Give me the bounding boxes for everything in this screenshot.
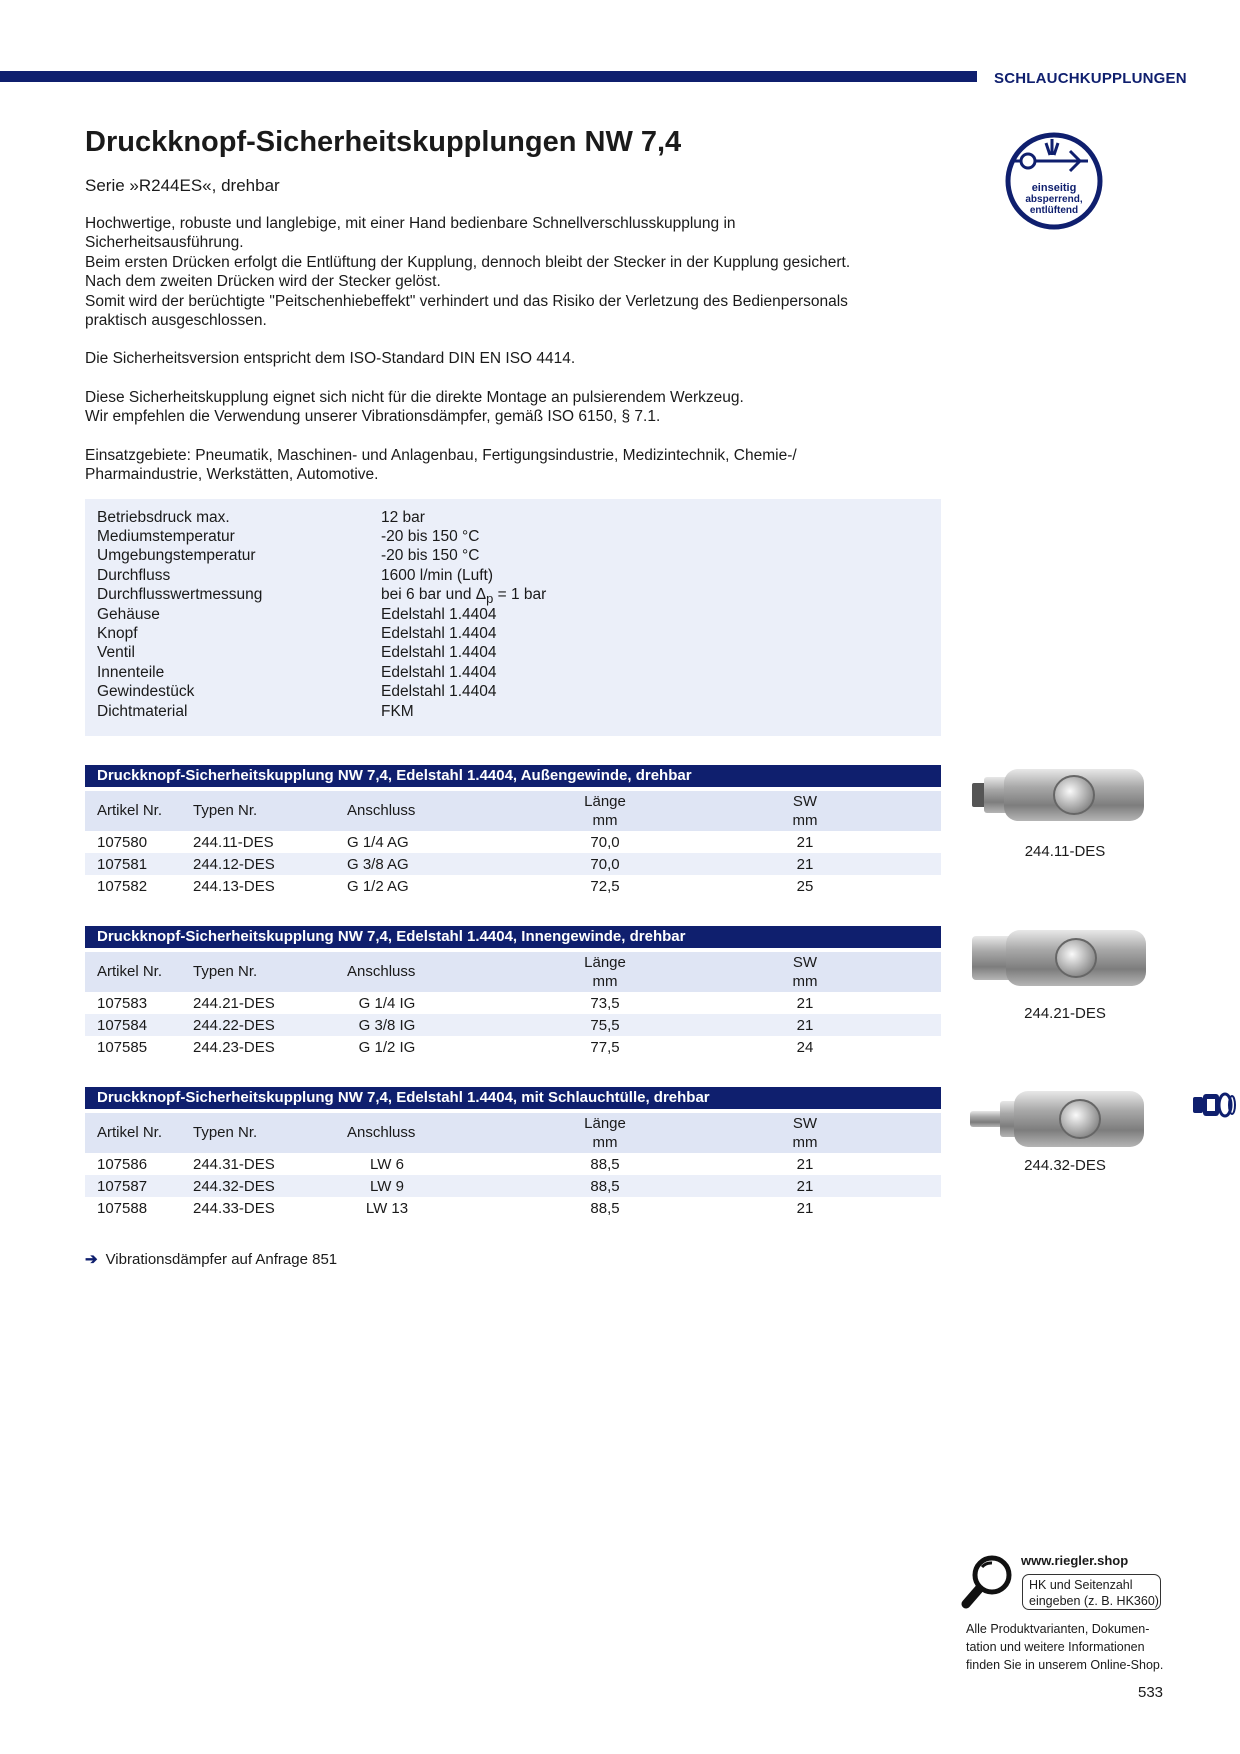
cell: 244.23-DES [193, 1039, 275, 1056]
table-title: Druckknopf-Sicherheitskupplung NW 7,4, Edelstahl 1.4404, Innengewinde, drehbar [85, 926, 941, 948]
spec-value-post: = 1 bar [493, 586, 547, 603]
spec-value: 12 bar [381, 509, 425, 526]
cell: 21 [796, 995, 814, 1012]
col-artikel: Artikel Nr. [97, 802, 163, 819]
spec-value-pre: bei 6 bar und Δ [381, 586, 487, 603]
spec-value: Edelstahl 1.4404 [381, 683, 497, 700]
coupling-male-thread-image [970, 755, 1150, 835]
product-caption: 244.11-DES [1024, 843, 1106, 860]
col-typen: Typen Nr. [193, 963, 258, 980]
section-label: SCHLAUCHKUPPLUNGEN [994, 70, 1187, 87]
cell: 107580 [97, 834, 148, 851]
badge-line-1: einseitig [1031, 182, 1077, 194]
cell: 244.13-DES [193, 878, 275, 895]
table-row [85, 875, 941, 897]
col-anschluss: Anschluss [347, 802, 416, 819]
spec-key: Gewindestück [97, 683, 195, 700]
cell: 70,0 [590, 856, 620, 873]
spec-value: -20 bis 150 °C [381, 547, 480, 564]
col-anschluss: Anschluss [347, 963, 416, 980]
product-table [85, 926, 941, 1058]
cell: 107584 [97, 1017, 148, 1034]
table-title: Druckknopf-Sicherheitskupplung NW 7,4, Edelstahl 1.4404, mit Schlauchtülle, drehbar [85, 1087, 941, 1109]
cell: 70,0 [590, 834, 620, 851]
header-bar [0, 71, 977, 82]
shop-text-line: Alle Produktvarianten, Dokumen- [966, 1622, 1150, 1636]
cell: 21 [796, 856, 814, 873]
table-row [85, 1014, 941, 1036]
table-row [85, 1036, 941, 1058]
cell: 107585 [97, 1039, 148, 1056]
product-caption: 244.32-DES [1024, 1157, 1106, 1174]
badge-line-3: entlüftend [1029, 205, 1079, 216]
cell: 21 [796, 1200, 814, 1217]
badge-line-2: absperrend, [1025, 194, 1083, 205]
col-laenge: Länge [584, 1115, 626, 1132]
cell: LW 9 [370, 1178, 404, 1195]
cell: 72,5 [590, 878, 620, 895]
coupling-female-thread-image [970, 918, 1150, 998]
cell: 21 [796, 1156, 814, 1173]
spec-value-sub: p [486, 591, 494, 607]
cell: LW 6 [370, 1156, 404, 1173]
cell: G 3/8 AG [347, 856, 409, 873]
table-header [85, 952, 941, 992]
col-typen: Typen Nr. [193, 802, 258, 819]
cell: 107582 [97, 878, 148, 895]
shutoff-badge-icon [1004, 131, 1104, 231]
intro-paragraph: Hochwertige, robuste und langlebige, mit einer Hand bedienbare Schnellverschlusskupplung in Sicherheitsausführung. [85, 215, 736, 252]
cell: 107588 [97, 1200, 148, 1217]
spec-value [381, 586, 546, 606]
shop-box-line: eingeben (z. B. HK360) [1029, 1594, 1159, 1608]
coupling-category-icon [1191, 1091, 1236, 1119]
cell: 244.22-DES [193, 1017, 275, 1034]
shop-url[interactable]: www.riegler.shop [1021, 1553, 1129, 1568]
col-laenge-unit: mm [592, 973, 618, 990]
spec-key: Durchfluss [97, 567, 171, 584]
col-laenge-unit: mm [592, 1134, 618, 1151]
cell: 21 [796, 1017, 814, 1034]
cell: 244.31-DES [193, 1156, 275, 1173]
intro-paragraph: Wir empfehlen die Verwendung unserer Vibrationsdämpfer, gemäß ISO 6150, § 7.1. [85, 408, 661, 426]
intro-paragraph: Somit wird der berüchtigte "Peitschenhiebeffekt" verhindert und das Risiko der Verletzung des Bedienpersonals praktisch ausgeschlossen. [85, 292, 848, 330]
cell: 107583 [97, 995, 148, 1012]
spec-key: Gehäuse [97, 606, 160, 623]
col-anschluss: Anschluss [347, 1124, 416, 1141]
cell: 73,5 [590, 995, 620, 1012]
cell: 244.21-DES [193, 995, 275, 1012]
table-row [85, 992, 941, 1014]
spec-value: Edelstahl 1.4404 [381, 644, 497, 661]
table-title: Druckknopf-Sicherheitskupplung NW 7,4, Edelstahl 1.4404, Außengewinde, drehbar [85, 765, 941, 787]
spec-key: Durchflusswertmessung [97, 586, 263, 603]
cell: 88,5 [590, 1200, 620, 1217]
cell: 75,5 [590, 1017, 620, 1034]
intro-paragraph: Diese Sicherheitskupplung eignet sich nicht für die direkte Montage an pulsierendem Werkzeug. [85, 388, 744, 406]
cell: 21 [796, 1178, 814, 1195]
col-artikel: Artikel Nr. [97, 1124, 163, 1141]
spec-value: 1600 l/min (Luft) [381, 567, 493, 584]
col-sw-unit: mm [792, 812, 818, 829]
table-header [85, 791, 941, 831]
shop-box-line: HK und Seitenzahl [1029, 1578, 1133, 1592]
page-subtitle: Serie »R244ES«, drehbar [85, 176, 280, 195]
coupling-hose-barb-image [970, 1079, 1150, 1159]
table-row [85, 1153, 941, 1175]
cell: LW 13 [365, 1200, 409, 1217]
cell: G 1/4 IG [358, 995, 416, 1012]
cell: G 3/8 IG [358, 1017, 416, 1034]
footnote [85, 1250, 337, 1268]
table-row [85, 1197, 941, 1219]
spec-key: Umgebungstemperatur [97, 547, 256, 564]
cell: G 1/2 IG [358, 1039, 416, 1056]
page-title: Druckknopf-Sicherheitskupplungen NW 7,4 [85, 126, 682, 158]
spec-key: Knopf [97, 625, 138, 642]
col-sw-unit: mm [792, 973, 818, 990]
shop-instruction-box [1022, 1574, 1161, 1610]
product-caption: 244.21-DES [1024, 1005, 1106, 1022]
search-icon [960, 1553, 1016, 1611]
table-row [85, 1175, 941, 1197]
product-table [85, 1087, 941, 1219]
cell: 77,5 [590, 1039, 620, 1056]
cell: 107581 [97, 856, 148, 873]
col-sw: SW [792, 793, 818, 810]
page-number: 533 [1138, 1684, 1164, 1701]
spec-value: FKM [381, 703, 414, 720]
table-row [85, 831, 941, 853]
footnote-text: Vibrationsdämpfer auf Anfrage 851 [105, 1251, 338, 1268]
intro-paragraph: Einsatzgebiete: Pneumatik, Maschinen- und Anlagenbau, Fertigungsindustrie, Medizintechnik, Chemie-/ Pharmaindustrie, Werkstätten, Automotive. [85, 446, 797, 484]
cell: 107587 [97, 1178, 148, 1195]
col-laenge: Länge [584, 954, 626, 971]
cell: G 1/2 AG [347, 878, 409, 895]
cell: 244.11-DES [193, 834, 274, 851]
spec-value: -20 bis 150 °C [381, 528, 480, 545]
spec-key: Betriebsdruck max. [97, 509, 230, 526]
cell: 25 [796, 878, 814, 895]
spec-value: Edelstahl 1.4404 [381, 664, 497, 681]
shop-description [966, 1620, 1186, 1674]
col-artikel: Artikel Nr. [97, 963, 163, 980]
spec-key: Innenteile [97, 664, 165, 681]
shop-text-line: finden Sie in unserem Online-Shop. [966, 1658, 1164, 1672]
cell: 244.12-DES [193, 856, 275, 873]
col-sw: SW [792, 954, 818, 971]
table-row [85, 853, 941, 875]
arrow-right-icon: ➔ [85, 1251, 98, 1268]
col-sw: SW [792, 1115, 818, 1132]
cell: 88,5 [590, 1156, 620, 1173]
intro-paragraph: Beim ersten Drücken erfolgt die Entlüftung der Kupplung, dennoch bleibt der Stecker in der Kupplung gesichert. Nach dem zweiten Drücken wird der Stecker gelöst. [85, 253, 851, 291]
col-laenge: Länge [584, 793, 626, 810]
cell: 21 [796, 834, 814, 851]
specs-box [85, 499, 941, 736]
spec-value: Edelstahl 1.4404 [381, 606, 497, 623]
cell: 88,5 [590, 1178, 620, 1195]
shop-text-line: tation und weitere Informationen [966, 1640, 1145, 1654]
col-laenge-unit: mm [592, 812, 618, 829]
intro-paragraph: Die Sicherheitsversion entspricht dem ISO-Standard DIN EN ISO 4414. [85, 350, 576, 368]
spec-key: Ventil [97, 644, 135, 661]
cell: G 1/4 AG [347, 834, 409, 851]
cell: 244.32-DES [193, 1178, 275, 1195]
cell: 24 [796, 1039, 814, 1056]
spec-value: Edelstahl 1.4404 [381, 625, 497, 642]
spec-key: Mediumstemperatur [97, 528, 235, 545]
product-table [85, 765, 941, 897]
intro-text [85, 214, 865, 503]
col-sw-unit: mm [792, 1134, 818, 1151]
col-typen: Typen Nr. [193, 1124, 258, 1141]
spec-key: Dichtmaterial [97, 703, 188, 720]
cell: 244.33-DES [193, 1200, 275, 1217]
cell: 107586 [97, 1156, 148, 1173]
table-header [85, 1113, 941, 1153]
